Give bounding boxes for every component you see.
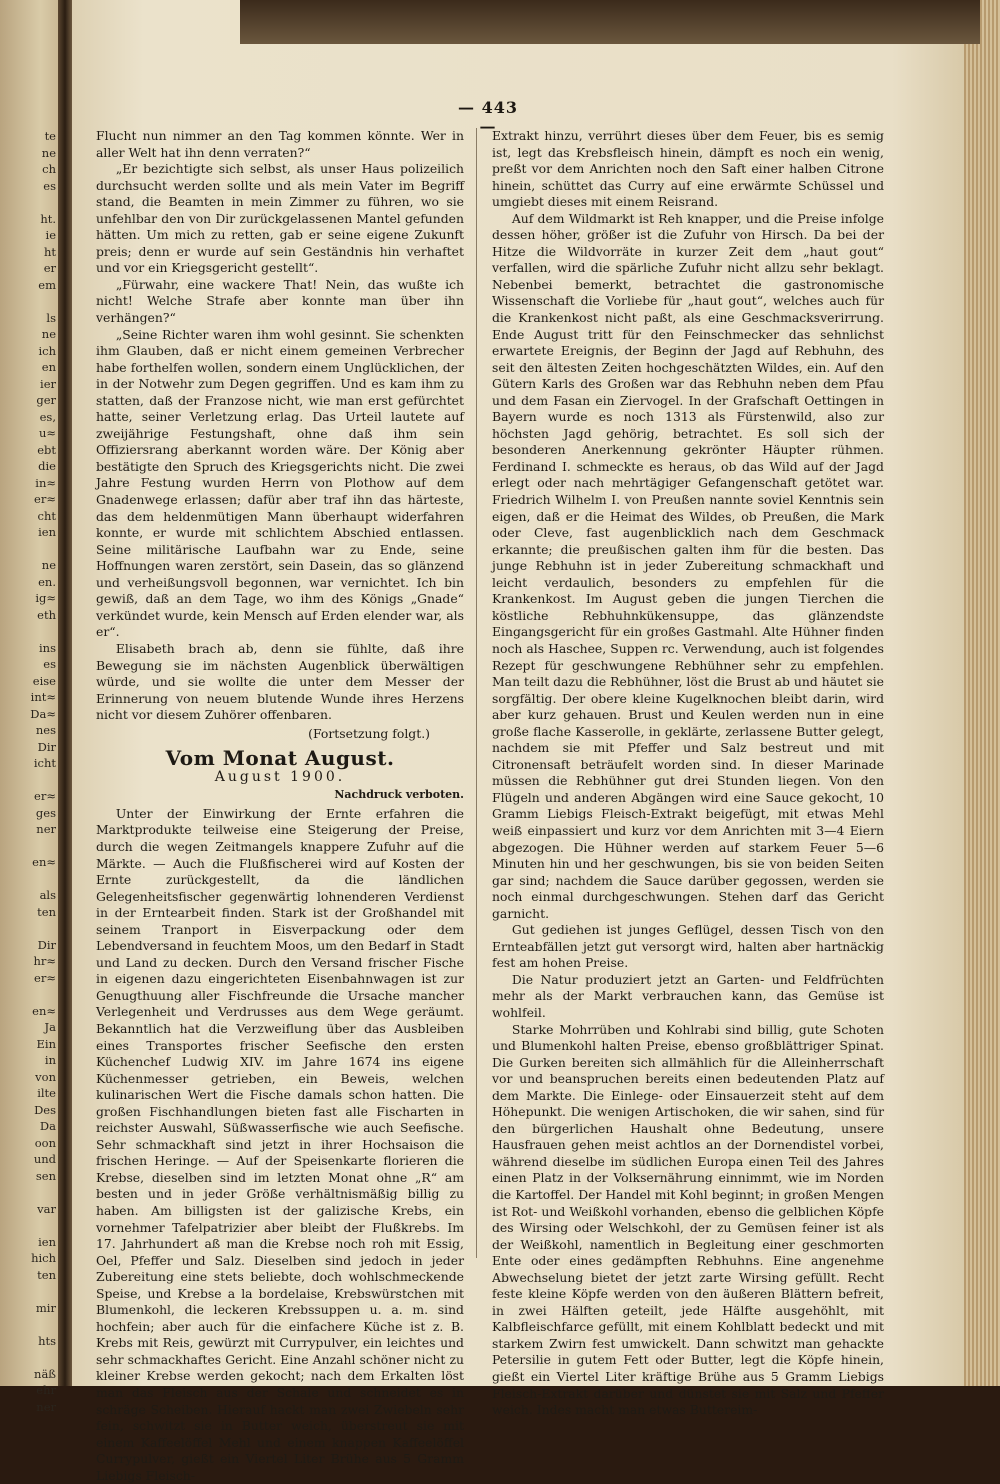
story-paragraph: Flucht nun nimmer an den Tag kommen könnte. Wer in aller Welt hat ihn denn verraten?“ [96, 128, 464, 160]
margin-fragment: ht [43, 244, 56, 259]
margin-fragment: ner [36, 822, 56, 836]
article-title: Vom Monat August. [165, 746, 395, 771]
right-column [492, 128, 884, 1418]
margin-fragment: Dir [37, 937, 56, 952]
margin-fragment: eth [37, 607, 56, 622]
margin-fragment: ls [46, 310, 56, 325]
margin-fragment: ien [38, 1234, 56, 1249]
margin-fragment: ger [36, 393, 56, 407]
article-paragraph: Extrakt hinzu, verrührt dieses über dem Feuer, bis es semig ist, legt das Krebsfleisch hinein, dämpft es noch ein wenig, preßt vor dem Anrichten noch den Saft einer halben Citrone hinein, schüttet das Curry auf eine erwärmte Schüssel und umgiebt dieses mit einem Reisrand. [492, 128, 884, 210]
left-column [96, 128, 464, 1483]
margin-fragment: und [33, 1152, 56, 1166]
margin-fragment: ier [40, 376, 56, 391]
margin-fragment: er≈ [34, 970, 56, 985]
margin-fragment: die [38, 459, 56, 473]
margin-fragment: ne [41, 145, 56, 160]
margin-fragment: cht [37, 508, 56, 523]
margin-fragment: Des [34, 1102, 56, 1117]
margin-fragment: es [43, 178, 56, 193]
margin-fragment: ten [37, 1267, 56, 1282]
margin-fragment: ig≈ [35, 591, 56, 605]
margin-fragment: Dir [37, 739, 56, 754]
margin-fragment: mir [35, 1300, 56, 1315]
continuation-note: (Fortsetzung folgt.) [308, 725, 430, 741]
story-paragraph: Elisabeth brach ab, denn sie fühlte, daß ihre Bewegung sie im nächsten Augenblick überwältigen würde, und sie wollte die unter dem Messer der Erinnerung von neuem blutende Wunde ihres Herzens nicht vor diesem Zuhörer offenbaren. [96, 640, 464, 723]
margin-fragment: ten [37, 904, 56, 919]
margin-fragment: ch [42, 162, 56, 176]
margin-fragment: icht [33, 756, 56, 770]
article-paragraph: Starke Mohrrüben und Kohlrabi sind billig, gute Schoten und Blumenkohl halten Preise, ebenso großblättriger Spinat. Die Gurken bereiten sich allmählich für die Alleinherrschaft vor und beanspruchen bereits einen bedeutenden Platz auf dem Markte. Die Einlege- oder Einsauerzeit steht auf dem Höhepunkt. Die wenigen Artischoken, die wir sahen, sind für den bürgerlichen Haushalt ohne Bedeutung, unsere Hausfrauen gehen meist achtlos an der Dornendistel vorbei, während dieselbe im südlichen Europa einen Teil des Jahres einen Platz in der Volksernährung einnimmt, wie im Norden die Kartoffel. Der Handel mit Kohl beginnt; in großen Mengen ist Rot- und Weißkohl vorhanden, ebenso die gelblichen Köpfe des Wirsing oder Welschkohl, der zu Gemüsen feiner ist als der Weißkohl, namentlich in Begleitung einer geschmorten Ente oder eines gedämpften Rebhuhns. Eine angenehme Abwechselung bietet der jetzt zarte Wirsing gefüllt. Recht feste kleine Köpfe werden von den äußeren Blättern befreit, in zwei Hälften geteilt, jede Hälfte ausgehöhlt, mit Kalbfleischfarce gefüllt, mit einem Kohlblatt bedeckt und mit starkem Zwirn fest umwickelt. Dann schwitzt man gehackte Petersilie in gutem Fett oder Butter, legt die Köpfe hinein, gießt ein Viertel Liter kräftige Brühe aus 5 Gramm Liebigs Fleisch-Extrakt darüber und dünstet sie mit Salz und Pfeffer weich. Indes macht man etwas Buttereim- [492, 1021, 884, 1418]
story-paragraph: „Fürwahr, eine wackere That! Nein, das wußte ich nicht! Welche Strafe aber konnte man über ihn verhängen?“ [96, 276, 464, 326]
story-paragraph: „Er bezichtigte sich selbst, als unser Haus polizeilich durchsucht werden sollte und als mein Vater im Begriff stand, die Beamten in mein Zimmer zu führen, wo sie unfehlbar den von Dir zurückgelassenen Mantel gefunden hätten. Um mich zu retten, gab er seine eigene Zukunft preis; denn er wurde auf sein Geständnis hin verhaftet und vor ein Kriegsgericht gestellt“. [96, 161, 464, 276]
margin-fragment: ien [38, 525, 56, 539]
margin-fragment: von [35, 1069, 56, 1084]
margin-fragment: var [37, 1201, 56, 1216]
reprint-notice: Nachdruck verboten. [334, 788, 464, 802]
story-paragraph: „Seine Richter waren ihm wohl gesinnt. Sie schenkten ihm Glauben, daß er nicht einem gemeinen Verbrecher habe forthelfen wollen, sondern einem Unglücklichen, der in der Notwehr zum Degen gegriffen. Und es kam ihm zu statten, daß der Franzose nicht, wie man erst gefürchtet hatte, seiner Verletzung erlag. Das Urteil lautete auf zweijährige Festungshaft, ohne daß ihm sein Offiziersrang aberkannt worden wäre. Der König aber bestätigte den Spruch des Kriegsgerichts nicht. Die zwei Jahre Festung wurden Herrn von Plothow auf dem Gnadenwege erlassen; dafür aber traf ihn das härteste, das dem heldenmütigen Mann überhaupt widerfahren konnte, er wurde mit schlichtem Abschied entlassen. Seine militärische Laufbahn war zu Ende, seine Hoffnungen waren zerstört, sein Dasein, das so glänzend und verheißungsvoll begonnen, war vernichtet. Ich bin gewiß, daß an dem Tage, wo ihm des Königs „Gnade“ verkündet wurde, kein Mensch auf Erden elender war, als er“. [96, 326, 464, 640]
margin-fragment: es, [39, 409, 56, 424]
margin-fragment: em [38, 277, 56, 292]
margin-fragment: ie [45, 228, 56, 242]
margin-fragment: ehr [36, 1383, 56, 1397]
margin-fragment: in [44, 1053, 56, 1067]
top-shadow [240, 0, 980, 44]
article-body [96, 806, 464, 1484]
margin-fragment: Da≈ [30, 706, 56, 721]
article-paragraph: Die Natur produziert jetzt an Garten- und Feldfrüchten mehr als der Markt verbrauchen kann, das Gemüse ist wohlfeil. [492, 971, 884, 1020]
margin-fragment: als [39, 888, 56, 902]
margin-fragment: nes [35, 723, 56, 737]
margin-fragment: Ein [36, 1036, 56, 1051]
margin-fragment: te [44, 129, 56, 143]
margin-fragment: ebt [37, 442, 56, 457]
margin-fragment: er≈ [34, 789, 56, 803]
previous-page-edge [0, 0, 58, 1414]
margin-fragment: ins [39, 640, 56, 655]
margin-fragment: ner [36, 1399, 56, 1414]
margin-fragment: en≈ [32, 1003, 56, 1018]
margin-fragment: Ja [44, 1020, 56, 1034]
page-stack-edge [964, 0, 1000, 1386]
margin-fragment: es [43, 657, 56, 671]
margin-fragment: näß [34, 1366, 56, 1381]
book-gutter [58, 0, 72, 1386]
margin-fragment: oon [34, 1135, 56, 1150]
margin-fragment: ilte [37, 1086, 56, 1100]
margin-fragment: int≈ [30, 690, 56, 704]
margin-fragment: er≈ [34, 492, 56, 506]
article-paragraph: Gut gediehen ist junges Geflügel, dessen Tisch von den Ernteabfällen jetzt gut versorgt wird, halten aber hartnäckig fest am hohen Preise. [492, 922, 884, 971]
margin-fragment: er [43, 261, 56, 275]
margin-fragment: Da [39, 1119, 56, 1133]
margin-fragment: eise [32, 673, 56, 688]
article-paragraph: Auf dem Wildmarkt ist Reh knapper, und die Preise infolge dessen höher, größer ist die Zufuhr von Hirsch. Da bei der Hitze die Wildvorräte in kurzer Zeit dem „haut gout“ verfallen, wird die spärliche Zufuhr nicht allzu sehr beklagt. Nebenbei bemerkt, betrachtet die gastronomische Wissenschaft die Vorliebe für „haut gout“, welches auch für die Krankenkost nicht paßt, als eine Geschmacksverirrung. Ende August tritt für den Feinschmecker das sehnlichst erwartete Ereignis, der Beginn der Jagd auf Rebhuhn, des seit den ältesten Zeiten hochgeschätzten Wildes, ein. Auf den Gütern Karls des Großen war das Rebhuhn neben dem Pfau und dem Fasan ein Ziervogel. In der Grafschaft Oettingen in Bayern wurde es noch 1313 als Fürstenwild, also zur höchsten Jagd gehörig, betrachtet. Es soll sich der besonderen Anerkennung gekrönter Häupter rühmen. Ferdinand I. schmeckte es heraus, ob das Wild auf der Jagd erlegt oder nach mehrtägiger Gefangenschaft getötet war. Friedrich Wilhelm I. von Preußen nannte soviel Kenntnis sein eigen, daß er die Heimat des Wildes, ob Preußen, die Mark oder Cleve, fast augenblicklich nach dem Geschmack erkannte; die preußischen galten ihm für die besten. Das junge Rebhuhn ist in jeder Zubereitung schmackhaft und leicht verdaulich, besonders zu empfehlen für die Krankenkost. Im August geben die jungen Tierchen die köstliche Rebhuhnkükensuppe, das glänzendste Eingangsgericht für ein großes Gastmahl. Alte Hühner finden noch als Haschee, Suppen rc. Verwendung, auch ist folgendes Rezept für geschwungene Rebhühner sehr zu empfehlen. Man teilt dazu die Rebhühner, löst die Brust ab und häutet sie sorgfältig. Der obere kleine Kugelknochen bleibt darin, wird aber kurz gehauen. Brust und Keulen werden nun in eine große flache Kasserolle, in geklärte, zerlassene Butter gelegt, nachdem sie mit Pfeffer und Salz bestreut und mit Citronensaft beträufelt worden sind. In dieser Marinade müssen die Rebhühner gut drei Stunden liegen. Von den Flügeln und anderen Abgängen wird eine Sauce gekocht, 10 Gramm Liebigs Fleisch-Extrakt beigefügt, mit etwas Mehl weiß einpassiert und kurz vor dem Anrichten mit 3—4 Eiern abgezogen. Die Hühner werden auf starkem Feuer 5—6 Minuten hin und her geschwungen, bis sie von beiden Seiten gar sind; nachdem die Sauce darüber gegossen, werden sie noch einmal durchgeschwungen. Stehen darf das Gericht garnicht. [492, 210, 884, 921]
margin-fragment: ht. [40, 211, 56, 226]
margin-fragment: ne [41, 327, 56, 341]
margin-fragment: u≈ [38, 426, 56, 440]
margin-fragment: en. [38, 574, 56, 589]
column-divider [476, 128, 477, 1258]
article-date: August 1900. [214, 768, 346, 785]
margin-fragment: en≈ [32, 855, 56, 869]
margin-fragment: sen [35, 1168, 56, 1183]
margin-fragment: ne [41, 558, 56, 572]
article-paragraph: Unter der Einwirkung der Ernte erfahren die Marktprodukte teilweise eine Steigerung der Preise, durch die wegen Zeitmangels knappere Zufuhr auf die Märkte. — Auch die Flußfischerei wird auf Kosten der Ernte zurückgestellt, da die ländlichen Gelegenheitsfischer gegenwärtig lohnenderen Verdienst in der Erntearbeit finden. Stark ist der Großhandel mit seinem Tranport in Eisverpackung oder dem Lebendversand in feuchtem Moos, um den Bedarf in Stadt und Land zu decken. Durch den Versand frischer Fische in eigenen dazu eingerichteten Eisenbahnwagen ist zur Genugthuung aller Fischfreunde die Ursache mancher Verlegenheit und Verdrusses aus dem Wege geräumt. Bekanntlich hat die Verzweiflung über das Ausbleiben eines Transportes frischer Seefische den ersten Küchenchef Ludwig XIV. im Jahre 1674 ins eigene Küchenmesser getrieben, ein Beweis, welchen kulinarischen Wert die Fische damals schon hatten. Die großen Fischhandlungen bieten fast alle Fischarten in reichster Auswahl, Süßwasserfische wie auch Seefische. Sehr schmackhaft sind jetzt in ihrer Hochsaison die frischen Heringe. — Auf der Speisenkarte florieren die Krebse, dieselben sind im letzten Monat ohne „R“ am besten und in jeder Größe verhältnismäßig billig zu haben. Am billigsten ist der galizische Krebs, ein vornehmer Tafelpatrizier aber bleibt der Flußkrebs. Im 17. Jahrhundert aß man die Krebse noch roh mit Essig, Oel, Pfeffer und Salz. Dieselben sind jedoch in jeder Zubereitung eine stets beliebte, doch wohlschmeckende Speise, und Krebse a la bordelaise, Krebswürstchen mit Blumenkohl, die leckeren Krebssuppen u. a. m. sind hochfein; aber auch für die einfachere Küche ist z. B. Krebs mit Reis, gewürzt mit Currypulver, ein leichtes und sehr schmackhaftes Gericht. Eine Anzahl schöner nicht zu kleiner Krebse werden gekocht; nach dem Erkalten löst man das Fleisch aus der Schale und schneidet es in schräge Scheiben. Hierauf hackt man zwei Zwiebeln sehr fein, schwitzt sie in Butter weich, überstreut sie mit einem Kaffeelöffel Mehl und einem knappen Kaffeelöffel Currypulver, gießt ein Viertel Liter Brühe aus 5 Gramm Liebigs Fleisch- [96, 805, 464, 1483]
margin-fragment: in≈ [35, 475, 56, 490]
margin-fragment: en [41, 360, 56, 374]
margin-fragment: ich [38, 343, 56, 358]
story-continuation [96, 128, 464, 724]
page-number: — 443 — [458, 98, 518, 136]
margin-fragment: hr≈ [33, 954, 56, 968]
margin-fragment: hich [31, 1251, 56, 1265]
margin-fragment: hts [38, 1333, 56, 1348]
margin-fragment: ges [35, 805, 56, 820]
